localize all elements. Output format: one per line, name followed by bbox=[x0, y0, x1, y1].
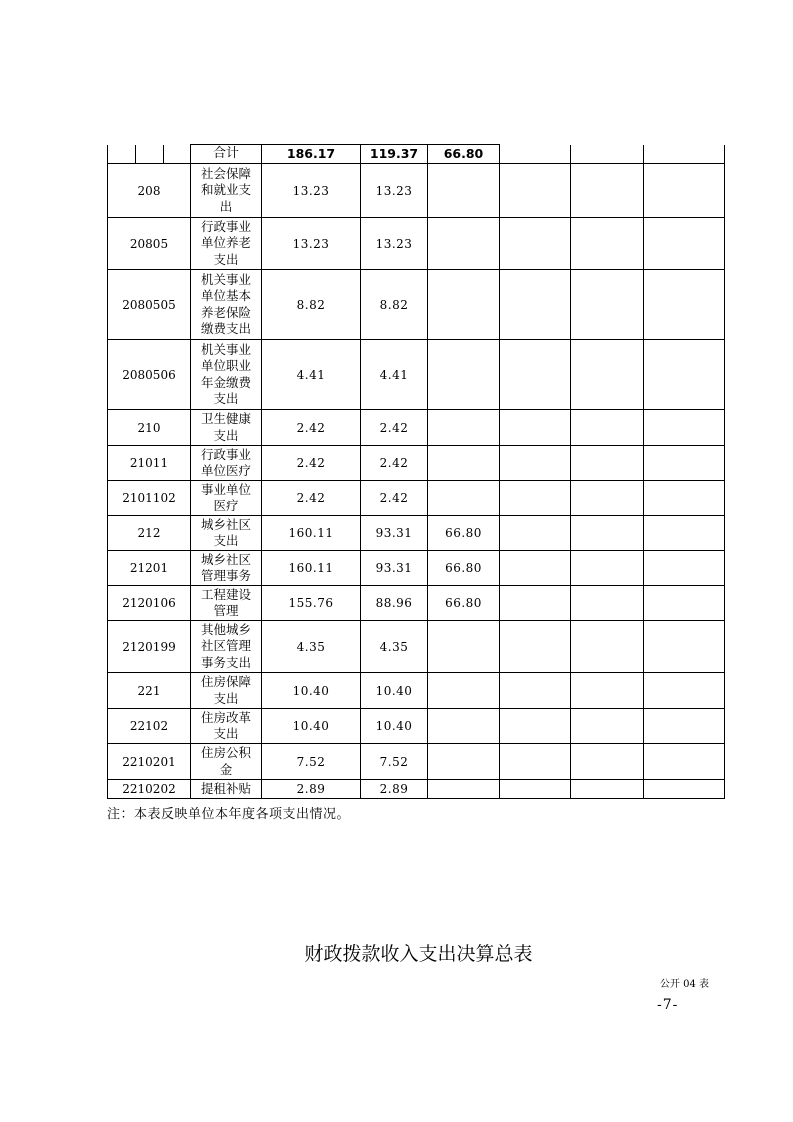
subject-name-line: 支出 bbox=[213, 251, 239, 267]
subject-name-cell bbox=[191, 270, 262, 340]
subject-name-line: 工程建设 bbox=[200, 586, 251, 602]
code-cell-class bbox=[108, 145, 136, 164]
project-value-cell bbox=[428, 410, 500, 446]
empty-cell bbox=[571, 410, 644, 446]
page-number: -7- bbox=[657, 997, 679, 1013]
subject-code-cell: 2101102 bbox=[108, 481, 191, 516]
basic-value-cell: 8.82 bbox=[361, 270, 428, 340]
subject-name-line: 年金缴费 bbox=[200, 374, 251, 390]
subject-code-cell: 22102 bbox=[108, 709, 191, 744]
empty-cell bbox=[571, 218, 644, 270]
subject-code-cell: 21011 bbox=[108, 446, 191, 481]
subject-code-cell: 20805 bbox=[108, 218, 191, 270]
subject-code-cell: 212 bbox=[108, 516, 191, 551]
empty-cell bbox=[571, 145, 644, 164]
subject-code-cell: 2080505 bbox=[108, 270, 191, 340]
table-row bbox=[108, 218, 725, 270]
total-value-cell: 13.23 bbox=[262, 164, 361, 218]
empty-cell bbox=[500, 446, 571, 481]
subject-name-cell bbox=[191, 164, 262, 218]
empty-cell bbox=[644, 340, 725, 410]
empty-cell bbox=[500, 586, 571, 621]
empty-cell bbox=[644, 551, 725, 586]
empty-cell bbox=[571, 586, 644, 621]
code-cell-item bbox=[136, 145, 164, 164]
subject-name-line: 住房改革 bbox=[200, 709, 251, 725]
empty-cell bbox=[644, 270, 725, 340]
total-basic-value: 119.37 bbox=[361, 145, 428, 164]
project-value-cell bbox=[428, 218, 500, 270]
subject-name-cell bbox=[191, 218, 262, 270]
basic-value-cell: 13.23 bbox=[361, 218, 428, 270]
project-value-cell bbox=[428, 709, 500, 744]
total-value-cell: 2.89 bbox=[262, 780, 361, 799]
empty-cell bbox=[644, 586, 725, 621]
subject-name-line: 单位医疗 bbox=[200, 463, 251, 478]
subject-code-cell: 210 bbox=[108, 410, 191, 446]
empty-cell bbox=[644, 218, 725, 270]
table-row bbox=[108, 410, 725, 446]
subject-name-line: 社区管理 bbox=[200, 638, 251, 654]
total-value-cell: 160.11 bbox=[262, 551, 361, 586]
code-cell-subitem bbox=[164, 145, 191, 164]
subject-name-line: 管理事务 bbox=[200, 568, 251, 583]
subject-code-cell: 208 bbox=[108, 164, 191, 218]
subject-name-cell bbox=[191, 709, 262, 744]
project-value-cell bbox=[428, 446, 500, 481]
basic-value-cell: 88.96 bbox=[361, 586, 428, 621]
subject-name-line: 管理 bbox=[213, 603, 239, 618]
subject-name-cell bbox=[191, 780, 262, 799]
next-table-title: 财政拨款收入支出决算总表 bbox=[304, 943, 533, 965]
empty-cell bbox=[644, 481, 725, 516]
empty-cell bbox=[644, 621, 725, 673]
empty-cell bbox=[500, 673, 571, 709]
empty-cell bbox=[500, 164, 571, 218]
subject-code-cell: 2080506 bbox=[108, 340, 191, 410]
project-value-cell bbox=[428, 270, 500, 340]
empty-cell bbox=[500, 780, 571, 799]
basic-value-cell: 13.23 bbox=[361, 164, 428, 218]
subject-name-cell bbox=[191, 340, 262, 410]
subject-name-line: 住房公积 bbox=[200, 745, 251, 760]
empty-cell bbox=[571, 340, 644, 410]
subject-code-cell: 2210202 bbox=[108, 780, 191, 799]
table-row bbox=[108, 446, 725, 481]
table-row bbox=[108, 709, 725, 744]
project-value-cell bbox=[428, 481, 500, 516]
subject-name-line: 金 bbox=[219, 761, 233, 777]
subject-code-cell: 2120199 bbox=[108, 621, 191, 673]
basic-value-cell: 93.31 bbox=[361, 551, 428, 586]
project-value-cell bbox=[428, 673, 500, 709]
empty-cell bbox=[644, 709, 725, 744]
total-project-value: 66.80 bbox=[428, 145, 500, 164]
total-value-cell: 155.76 bbox=[262, 586, 361, 621]
subject-name-cell bbox=[191, 621, 262, 673]
subject-name-cell bbox=[191, 551, 262, 586]
table-row bbox=[108, 673, 725, 709]
subject-name-line: 事业单位 bbox=[200, 481, 251, 497]
subject-name-line: 单位养老 bbox=[200, 235, 251, 251]
subject-name-line: 机关事业 bbox=[200, 271, 251, 287]
subject-name-line: 单位基本 bbox=[200, 288, 251, 303]
empty-cell bbox=[500, 551, 571, 586]
empty-cell bbox=[644, 446, 725, 481]
table-row bbox=[108, 586, 725, 621]
empty-cell bbox=[571, 709, 644, 744]
empty-cell bbox=[644, 744, 725, 780]
subject-name-cell bbox=[191, 744, 262, 780]
empty-cell bbox=[500, 410, 571, 446]
subject-name-line: 单位职业 bbox=[200, 358, 251, 373]
table-row bbox=[108, 551, 725, 586]
empty-cell bbox=[571, 481, 644, 516]
project-value-cell: 66.80 bbox=[428, 586, 500, 621]
empty-cell bbox=[644, 780, 725, 799]
basic-value-cell: 93.31 bbox=[361, 516, 428, 551]
total-value-cell: 160.11 bbox=[262, 516, 361, 551]
form-number: 公开 04 表 bbox=[659, 979, 709, 990]
subject-name-cell bbox=[191, 673, 262, 709]
empty-cell bbox=[571, 744, 644, 780]
total-value-cell: 7.52 bbox=[262, 744, 361, 780]
basic-value-cell: 7.52 bbox=[361, 744, 428, 780]
subject-name-line: 支出 bbox=[213, 391, 239, 406]
basic-value-cell: 10.40 bbox=[361, 709, 428, 744]
subject-code-cell: 221 bbox=[108, 673, 191, 709]
subject-name-line: 事务支出 bbox=[200, 654, 251, 670]
subject-name-line: 和就业支 bbox=[200, 182, 251, 198]
subject-name-line: 机关事业 bbox=[200, 341, 251, 357]
subject-name-line: 提租补贴 bbox=[200, 780, 251, 796]
total-value-cell: 4.41 bbox=[262, 340, 361, 410]
basic-value-cell: 10.40 bbox=[361, 673, 428, 709]
project-value-cell: 66.80 bbox=[428, 551, 500, 586]
subject-name-cell bbox=[191, 481, 262, 516]
empty-cell bbox=[571, 551, 644, 586]
empty-cell bbox=[644, 673, 725, 709]
total-value-cell: 2.42 bbox=[262, 410, 361, 446]
table-row bbox=[108, 270, 725, 340]
empty-cell bbox=[571, 780, 644, 799]
subject-name-line: 出 bbox=[219, 198, 233, 214]
total-value-cell: 10.40 bbox=[262, 673, 361, 709]
empty-cell bbox=[644, 410, 725, 446]
subject-name-cell bbox=[191, 586, 262, 621]
empty-cell bbox=[500, 340, 571, 410]
subject-code-cell: 2120106 bbox=[108, 586, 191, 621]
basic-value-cell: 2.42 bbox=[361, 446, 428, 481]
table-row bbox=[108, 340, 725, 410]
subject-code-cell: 2210201 bbox=[108, 744, 191, 780]
project-value-cell bbox=[428, 780, 500, 799]
subject-name-line: 支出 bbox=[213, 690, 239, 706]
subject-name-line: 卫生健康 bbox=[200, 411, 251, 426]
expenditure-table bbox=[107, 144, 725, 799]
table-row bbox=[108, 164, 725, 218]
total-value-cell: 4.35 bbox=[262, 621, 361, 673]
project-value-cell bbox=[428, 164, 500, 218]
subject-name-line: 城乡社区 bbox=[200, 516, 251, 532]
subject-name-line: 缴费支出 bbox=[200, 321, 251, 336]
subject-name-cell bbox=[191, 446, 262, 481]
total-row bbox=[108, 145, 725, 164]
subject-name-line: 其他城乡 bbox=[200, 621, 251, 637]
project-value-cell bbox=[428, 744, 500, 780]
basic-value-cell: 2.42 bbox=[361, 481, 428, 516]
project-value-cell bbox=[428, 621, 500, 673]
basic-value-cell: 2.42 bbox=[361, 410, 428, 446]
empty-cell bbox=[571, 164, 644, 218]
basic-value-cell: 4.35 bbox=[361, 621, 428, 673]
empty-cell bbox=[500, 621, 571, 673]
total-value-cell: 2.42 bbox=[262, 446, 361, 481]
table-row bbox=[108, 780, 725, 799]
subject-name-line: 行政事业 bbox=[200, 218, 251, 234]
subject-name-line: 社会保障 bbox=[200, 165, 251, 181]
subject-name-line: 支出 bbox=[213, 726, 239, 741]
subject-code-cell: 21201 bbox=[108, 551, 191, 586]
subject-name-line: 养老保险 bbox=[200, 304, 251, 320]
empty-cell bbox=[644, 145, 725, 164]
empty-cell bbox=[500, 709, 571, 744]
empty-cell bbox=[571, 516, 644, 551]
subject-name-line: 医疗 bbox=[213, 498, 239, 513]
table-row bbox=[108, 516, 725, 551]
project-value-cell bbox=[428, 340, 500, 410]
empty-cell bbox=[644, 516, 725, 551]
empty-cell bbox=[571, 621, 644, 673]
total-value: 186.17 bbox=[262, 145, 361, 164]
subject-name-line: 支出 bbox=[213, 427, 239, 443]
empty-cell bbox=[500, 744, 571, 780]
total-value-cell: 8.82 bbox=[262, 270, 361, 340]
subject-name-cell bbox=[191, 516, 262, 551]
empty-cell bbox=[500, 270, 571, 340]
subject-name-line: 城乡社区 bbox=[200, 551, 251, 567]
subject-name-cell bbox=[191, 410, 262, 446]
basic-value-cell: 4.41 bbox=[361, 340, 428, 410]
empty-cell bbox=[500, 218, 571, 270]
empty-cell bbox=[571, 270, 644, 340]
total-value-cell: 2.42 bbox=[262, 481, 361, 516]
basic-value-cell: 2.89 bbox=[361, 780, 428, 799]
empty-cell bbox=[571, 446, 644, 481]
table-row bbox=[108, 621, 725, 673]
total-value-cell: 10.40 bbox=[262, 709, 361, 744]
table-row bbox=[108, 744, 725, 780]
empty-cell bbox=[571, 673, 644, 709]
subject-name-line: 住房保障 bbox=[200, 674, 251, 689]
empty-cell bbox=[500, 516, 571, 551]
subject-name-line: 支出 bbox=[213, 533, 239, 548]
total-label: 合计 bbox=[191, 145, 262, 164]
project-value-cell: 66.80 bbox=[428, 516, 500, 551]
total-value-cell: 13.23 bbox=[262, 218, 361, 270]
table-note: 注：本表反映单位本年度各项支出情况。 bbox=[107, 807, 351, 822]
empty-cell bbox=[500, 481, 571, 516]
empty-cell bbox=[500, 145, 571, 164]
empty-cell bbox=[644, 164, 725, 218]
table-row bbox=[108, 481, 725, 516]
subject-name-line: 行政事业 bbox=[200, 446, 251, 462]
